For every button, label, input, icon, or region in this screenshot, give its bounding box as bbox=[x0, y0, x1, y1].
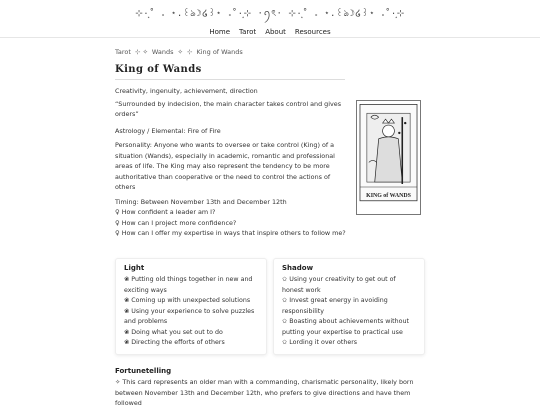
site-title[interactable]: ⊹·͙˚ ｡ ⋆.꒰ঌ☽໒꒱⋆ ｡˚·͙⊹ ·ꪆৎ· ⊹·͙˚ ｡ ⋆.꒰ঌ☽໒꒱⋆ ｡˚·͙⊹ bbox=[135, 9, 405, 19]
list-item: ♀ How confident a leader am I? bbox=[115, 208, 216, 216]
nav-about[interactable]: About bbox=[265, 28, 286, 36]
card-image-label: KING of WANDS bbox=[366, 192, 411, 199]
fortunetelling-text: ✧ This card represents an older man with a commanding, charismatic personality, likely born between November 13th and December 12th, who prefers to give directions and have them followed bbox=[115, 378, 414, 407]
list-item: ✩ Invest great energy in avoiding responsibility bbox=[282, 297, 388, 315]
list-item: ❀ Coming up with unexpected solutions bbox=[124, 297, 251, 304]
breadcrumb-separator: ⊹ bbox=[187, 48, 193, 56]
breadcrumb-separator: ⊹ ✧ bbox=[134, 48, 148, 56]
list-item: ✩ Lording it over others bbox=[282, 339, 358, 346]
card-quote: “Surrounded by indecision, the main character takes control and gives orders” bbox=[115, 99, 342, 118]
nav-resources[interactable]: Resources bbox=[294, 28, 331, 36]
light-shadow-section bbox=[115, 258, 425, 355]
astrology: Astrology / Elemental: Fire of Fire bbox=[115, 126, 221, 135]
tarot-card-image bbox=[356, 100, 421, 215]
site-header bbox=[0, 0, 540, 38]
list-item: ✩ Using your creativity to get out of honest work bbox=[282, 276, 396, 294]
breadcrumb-wands[interactable]: Wands bbox=[151, 48, 174, 56]
list-item: ❀ Doing what you set out to do bbox=[124, 328, 223, 336]
king-of-wands-illustration bbox=[359, 103, 418, 212]
light-title: Light bbox=[124, 264, 145, 272]
shadow-card bbox=[273, 258, 425, 355]
personality: Personality: Anyone who wants to oversee or take control (King) of a situation (Wands), especially in academic, romantic and professional areas of life. The King may also represent the tendency to be more authoritative than cooperative or the need to control the actions of others bbox=[115, 141, 335, 191]
list-item: ♀ How can I offer my expertise in ways that inspire others to follow me? bbox=[115, 229, 346, 237]
nav-tarot[interactable]: Tarot bbox=[239, 28, 257, 36]
breadcrumb-current: King of Wands bbox=[196, 48, 243, 56]
fortunetelling-section bbox=[115, 367, 435, 409]
fortunetelling-title: Fortunetelling bbox=[115, 367, 172, 375]
list-item: ❀ Using your experience to solve puzzles and problems bbox=[124, 307, 255, 325]
shadow-title: Shadow bbox=[282, 264, 314, 272]
list-item: ♀ How can I project more confidence? bbox=[115, 218, 237, 227]
breadcrumb-tarot[interactable]: Tarot bbox=[115, 48, 131, 56]
main-nav bbox=[0, 28, 540, 36]
breadcrumb-separator: ✧ bbox=[177, 48, 183, 56]
keywords: Creativity, ingenuity, achievement, direction bbox=[115, 87, 258, 95]
light-card bbox=[115, 258, 267, 355]
list-item: ❀ Directing the efforts of others bbox=[124, 339, 225, 346]
page-title: King of Wands bbox=[115, 64, 202, 75]
list-item: ❀ Putting old things together in new and exciting ways bbox=[124, 276, 253, 294]
reflection-questions bbox=[115, 207, 347, 239]
breadcrumb bbox=[115, 48, 425, 56]
list-item: ✩ Boasting about achievements without putting your expertise to practical use bbox=[282, 318, 409, 336]
nav-home[interactable]: Home bbox=[209, 28, 231, 36]
timing: Timing: Between November 13th and December 12th bbox=[115, 197, 287, 206]
title-divider bbox=[115, 79, 345, 80]
